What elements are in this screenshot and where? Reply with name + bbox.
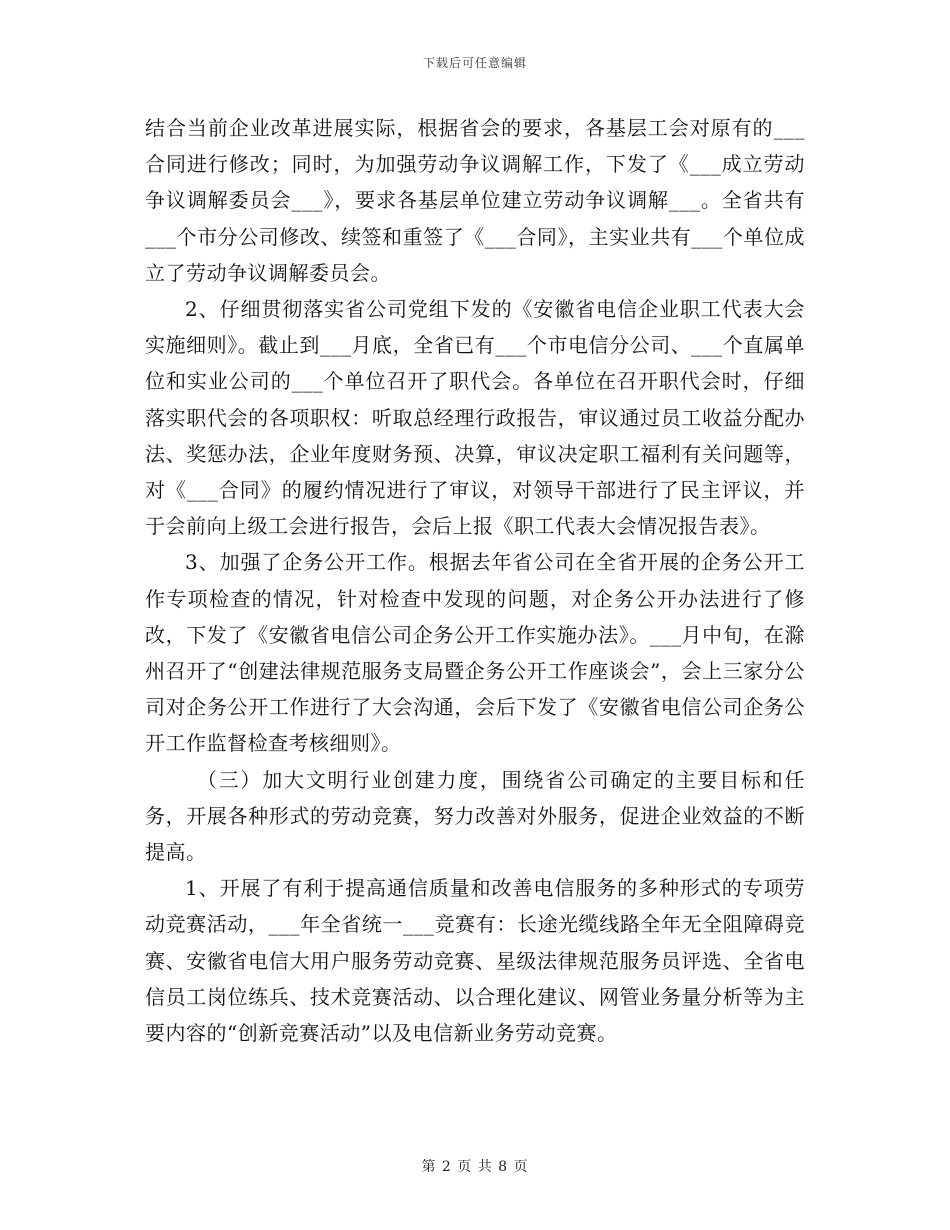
- document-body: [145, 110, 805, 1051]
- paragraph-labor-contract: 结合当前企业改革进展实际，根据省会的要求，各基层工会对原有的___合同进行修改；同时，为加强劳动争议调解工作，下发了《___成立劳动争议调解委员会___》，要求各基层单位建立劳动争议调解___。全省共有___个市分公司修改、续签和重签了《___合同》，主实业共有___个单位成立了劳动争议调解委员会。: [145, 116, 805, 285]
- page-header: 下载后可任意编辑: [422, 56, 527, 70]
- paragraph-labor-competition: 1、开展了有利于提高通信质量和改善电信服务的多种形式的专项劳动竞赛活动，___年全省统一___竞赛有：长途光缆线路全年无全阻障碍竞赛、安徽省电信大用户服务劳动竞赛、星级法律规范服务员评选、全省电信员工岗位练兵、技术竞赛活动、以合理化建议、网管业务量分析等为主要内容的“创新竞赛活动”以及电信新业务劳动竞赛。: [145, 876, 805, 1046]
- paragraph-affairs-disclosure: 3、加强了企务公开工作。根据去年省公司在全省开展的企务公开工作专项检查的情况，针对检查中发现的问题，对企务公开办法进行了修改，下发了《安徽省电信公司企务公开工作实施办法》。___月中旬，在滁州召开了“创建法律规范服务支局暨企务公开工作座谈会”，会上三家分公司对企务公开工作进行了大会沟通，会后下发了《安徽省电信公司企务公开工作监督检查考核细则》。: [145, 550, 805, 756]
- section-heading-civilized-industry: （三）加大文明行业创建力度，围绕省公司确定的主要目标和任务，开展各种形式的劳动竞赛，努力改善对外服务，促进企业效益的不断提高。: [145, 767, 805, 865]
- page-number: 第 2 页 共 8 页: [421, 1159, 529, 1175]
- paragraph-workers-congress: 2、仔细贯彻落实省公司党组下发的《安徽省电信企业职工代表大会实施细则》。截止到___月底，全省已有___个市电信分公司、___个直属单位和实业公司的___个单位召开了职代会。各单位在召开职代会时，仔细落实职代会的各项职权：听取总经理行政报告，审议通过员工收益分配办法、奖惩办法，企业年度财务预、决算，审议决定职工福利有关问题等，对《___合同》的履约情况进行了审议，对领导干部进行了民主评议，并于会前向上级工会进行报告，会后上报《职工代表大会情况报告表》。: [145, 297, 805, 539]
